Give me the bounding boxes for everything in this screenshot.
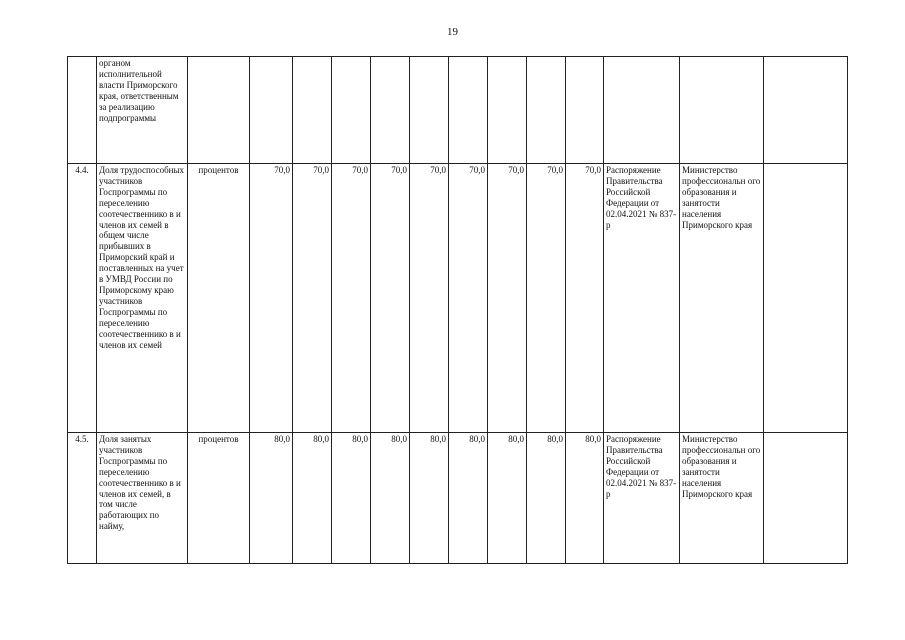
responsible-cell: Министерство профессиональн ого образования и занятости населения Приморского края <box>680 164 764 433</box>
table-row <box>68 433 848 564</box>
value-cell: 70,0 <box>488 164 527 433</box>
value-cell <box>410 57 449 164</box>
value-cell <box>250 57 293 164</box>
value-cell: 80,0 <box>371 433 410 564</box>
value-cell: 70,0 <box>250 164 293 433</box>
value-cell <box>566 57 604 164</box>
value-cell: 80,0 <box>250 433 293 564</box>
value-cell <box>527 57 566 164</box>
value-cell: 70,0 <box>293 164 332 433</box>
value-cell: 70,0 <box>332 164 371 433</box>
indicators-table <box>67 56 848 564</box>
value-cell <box>293 57 332 164</box>
extra-cell <box>764 433 848 564</box>
value-cell: 80,0 <box>293 433 332 564</box>
indicator-name: Доля трудоспособных участников Госпрограммы по переселению соотечественнико в и членов их семей в общем числе прибывших в Приморский край и поставленных на учет в УМВД России по Приморскому краю участников Госпрограммы по переселению соотечественнико в и членов их семей <box>97 164 188 433</box>
value-cell: 70,0 <box>449 164 488 433</box>
row-number: 4.4. <box>68 164 97 433</box>
value-cell <box>371 57 410 164</box>
page-number: 19 <box>447 26 458 38</box>
value-cell: 80,0 <box>488 433 527 564</box>
value-cell: 80,0 <box>527 433 566 564</box>
unit-cell: процентов <box>188 164 250 433</box>
indicator-name: органом исполнительной власти Приморского края, ответственным за реализацию подпрограммы <box>97 57 188 164</box>
value-cell <box>488 57 527 164</box>
extra-cell <box>764 164 848 433</box>
value-cell <box>449 57 488 164</box>
source-cell: Распоряжение Правительства Российской Федерации от 02.04.2021 № 837-р <box>604 433 680 564</box>
table-row <box>68 164 848 433</box>
value-cell: 80,0 <box>332 433 371 564</box>
row-number: 4.5. <box>68 433 97 564</box>
table-row <box>68 57 848 164</box>
value-cell: 70,0 <box>410 164 449 433</box>
value-cell <box>332 57 371 164</box>
unit-cell <box>188 57 250 164</box>
row-number <box>68 57 97 164</box>
value-cell: 80,0 <box>449 433 488 564</box>
value-cell: 70,0 <box>527 164 566 433</box>
indicator-name: Доля занятых участников Госпрограммы по переселению соотечественнико в и членов их семей, в том числе работающих по найму, <box>97 433 188 564</box>
responsible-cell <box>680 57 764 164</box>
value-cell: 70,0 <box>371 164 410 433</box>
extra-cell <box>764 57 848 164</box>
responsible-cell: Министерство профессиональн ого образования и занятости населения Приморского края <box>680 433 764 564</box>
source-cell: Распоряжение Правительства Российской Федерации от 02.04.2021 № 837-р <box>604 164 680 433</box>
unit-cell: процентов <box>188 433 250 564</box>
value-cell: 70,0 <box>566 164 604 433</box>
value-cell: 80,0 <box>566 433 604 564</box>
value-cell: 80,0 <box>410 433 449 564</box>
source-cell <box>604 57 680 164</box>
